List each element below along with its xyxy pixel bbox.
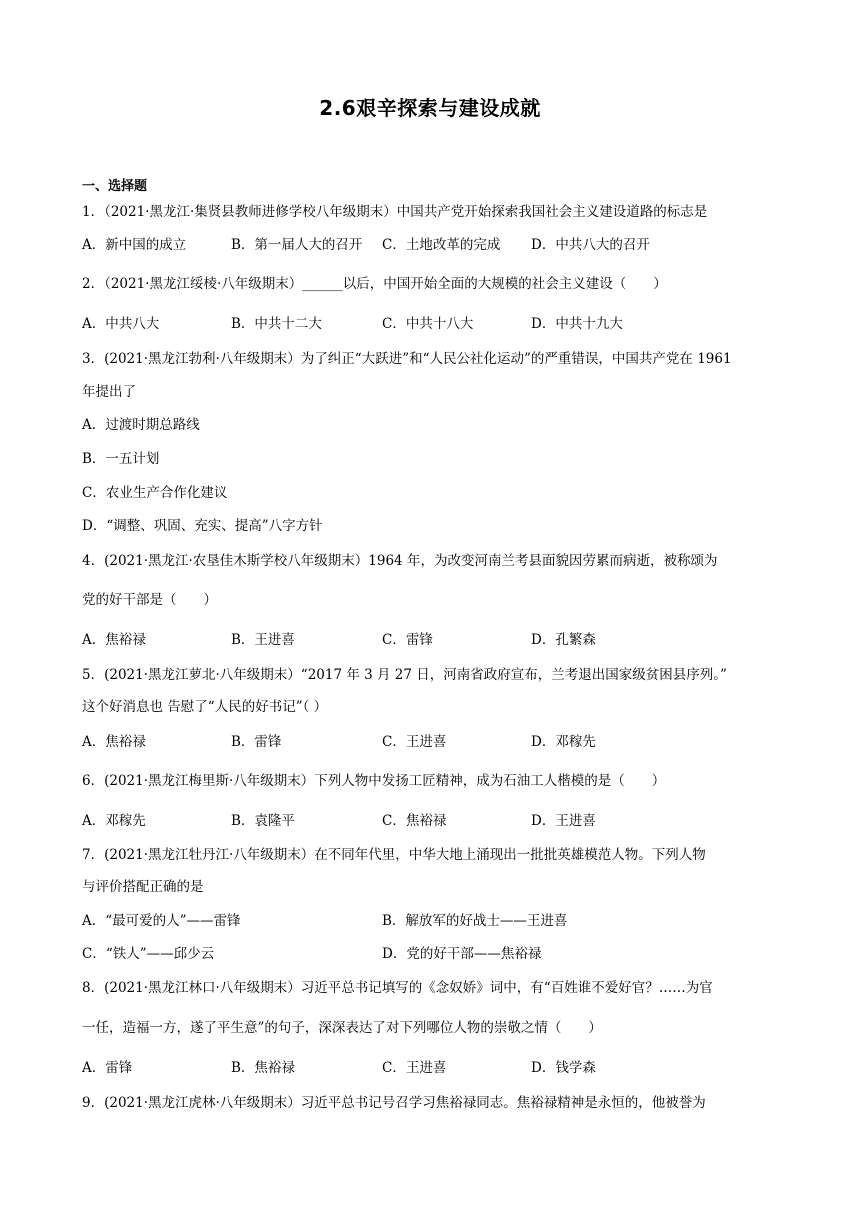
q4-stem-line1: 4．(2021·黑龙江·农垦佳木斯学校八年级期末）1964 年，为改变河南兰考县面貌因劳累而病逝，被称颂为 bbox=[82, 553, 718, 569]
q8-stem-line1: 8．(2021·黑龙江林口·八年级期末）习近平总书记填写的《念奴娇》词中，有“百姓谁不爱好官？……为官 bbox=[82, 980, 713, 996]
q3-option-c[interactable]: C．农业生产合作化建议 bbox=[82, 485, 228, 501]
q7-option-a[interactable]: A．“最可爱的人”——雷锋 bbox=[82, 913, 241, 929]
q7-option-d[interactable]: D．党的好干部——焦裕禄 bbox=[382, 946, 542, 962]
q2-option-b[interactable]: B．中共十二大 bbox=[231, 316, 322, 332]
q5-option-c[interactable]: C．王进喜 bbox=[382, 734, 447, 750]
q1-option-a[interactable]: A．新中国的成立 bbox=[82, 237, 187, 253]
q6-stem: 6．(2021·黑龙江梅里斯·八年级期末）下列人物中发扬工匠精神，成为石油工人楷模的是（ ） bbox=[82, 773, 666, 789]
q6-option-b[interactable]: B．袁隆平 bbox=[231, 813, 295, 829]
q3-stem-line2: 年提出了 bbox=[82, 384, 136, 400]
q7-option-b[interactable]: B．解放军的好战士——王进喜 bbox=[382, 913, 568, 929]
q1-option-d[interactable]: D．中共八大的召开 bbox=[531, 237, 650, 253]
q8-stem-line2: 一任，造福一方，遂了平生意”的句子，深深表达了对下列哪位人物的崇敬之情（ ） bbox=[82, 1020, 602, 1036]
q4-option-c[interactable]: C．雷锋 bbox=[382, 632, 433, 648]
q5-option-d[interactable]: D．邓稼先 bbox=[531, 734, 596, 750]
q4-stem-line2: 党的好干部是（ ） bbox=[82, 592, 217, 608]
q4-option-d[interactable]: D．孔繁森 bbox=[531, 632, 596, 648]
q3-stem-line1: 3．(2021·黑龙江勃利·八年级期末）为了纠正“大跃进”和“人民公社化运动”的严重错误，中国共产党在 1961 bbox=[82, 351, 732, 367]
q8-option-c[interactable]: C．王进喜 bbox=[382, 1060, 447, 1076]
q1-stem: 1．（2021·黑龙江·集贤县教师进修学校八年级期末）中国共产党开始探索我国社会主义建设道路的标志是 bbox=[82, 204, 708, 220]
q5-option-b[interactable]: B．雷锋 bbox=[231, 734, 282, 750]
q7-stem-line2: 与评价搭配正确的是 bbox=[82, 879, 204, 895]
q6-option-a[interactable]: A．邓稼先 bbox=[82, 813, 146, 829]
q1-option-c[interactable]: C．土地改革的完成 bbox=[382, 237, 501, 253]
q2-stem: 2．（2021·黑龙江绥棱·八年级期末）______以后，中国开始全面的大规模的社会主义建设（ ） bbox=[82, 276, 667, 292]
section-heading: 一、选择题 bbox=[82, 179, 148, 194]
q3-option-d[interactable]: D．“调整、巩固、充实、提高”八字方针 bbox=[82, 518, 323, 534]
q4-option-a[interactable]: A．焦裕禄 bbox=[82, 632, 146, 648]
q3-option-a[interactable]: A．过渡时期总路线 bbox=[82, 417, 200, 433]
q2-option-c[interactable]: C．中共十八大 bbox=[382, 316, 474, 332]
q8-option-d[interactable]: D．钱学森 bbox=[531, 1060, 596, 1076]
q9-stem-line1: 9．(2021·黑龙江虎林·八年级期末）习近平总书记号召学习焦裕禄同志。焦裕禄精神是永恒的，他被誉为 bbox=[82, 1095, 706, 1111]
q8-option-a[interactable]: A．雷锋 bbox=[82, 1060, 133, 1076]
page-title: 2.6艰辛探索与建设成就 bbox=[319, 96, 541, 120]
q7-stem-line1: 7．(2021·黑龙江牡丹江·八年级期末）在不同年代里，中华大地上涌现出一批批英雄模范人物。下列人物 bbox=[82, 847, 706, 863]
q5-stem-line1: 5．(2021·黑龙江萝北·八年级期末）“2017 年 3 月 27 日，河南省政府宣布，兰考退出国家级贫困县序列。” bbox=[82, 667, 727, 683]
q1-option-b[interactable]: B．第一届人大的召开 bbox=[231, 237, 363, 253]
q2-option-d[interactable]: D．中共十九大 bbox=[531, 316, 623, 332]
q2-option-a[interactable]: A．中共八大 bbox=[82, 316, 160, 332]
q6-option-c[interactable]: C．焦裕禄 bbox=[382, 813, 447, 829]
q5-stem-line2: 这个好消息也 告慰了“人民的好书记”（ ） bbox=[82, 699, 328, 715]
q7-option-c[interactable]: C．“铁人”——邱少云 bbox=[82, 946, 215, 962]
q8-option-b[interactable]: B．焦裕禄 bbox=[231, 1060, 295, 1076]
q6-option-d[interactable]: D．王进喜 bbox=[531, 813, 596, 829]
q4-option-b[interactable]: B．王进喜 bbox=[231, 632, 295, 648]
q3-option-b[interactable]: B．一五计划 bbox=[82, 451, 160, 467]
q5-option-a[interactable]: A．焦裕禄 bbox=[82, 734, 146, 750]
